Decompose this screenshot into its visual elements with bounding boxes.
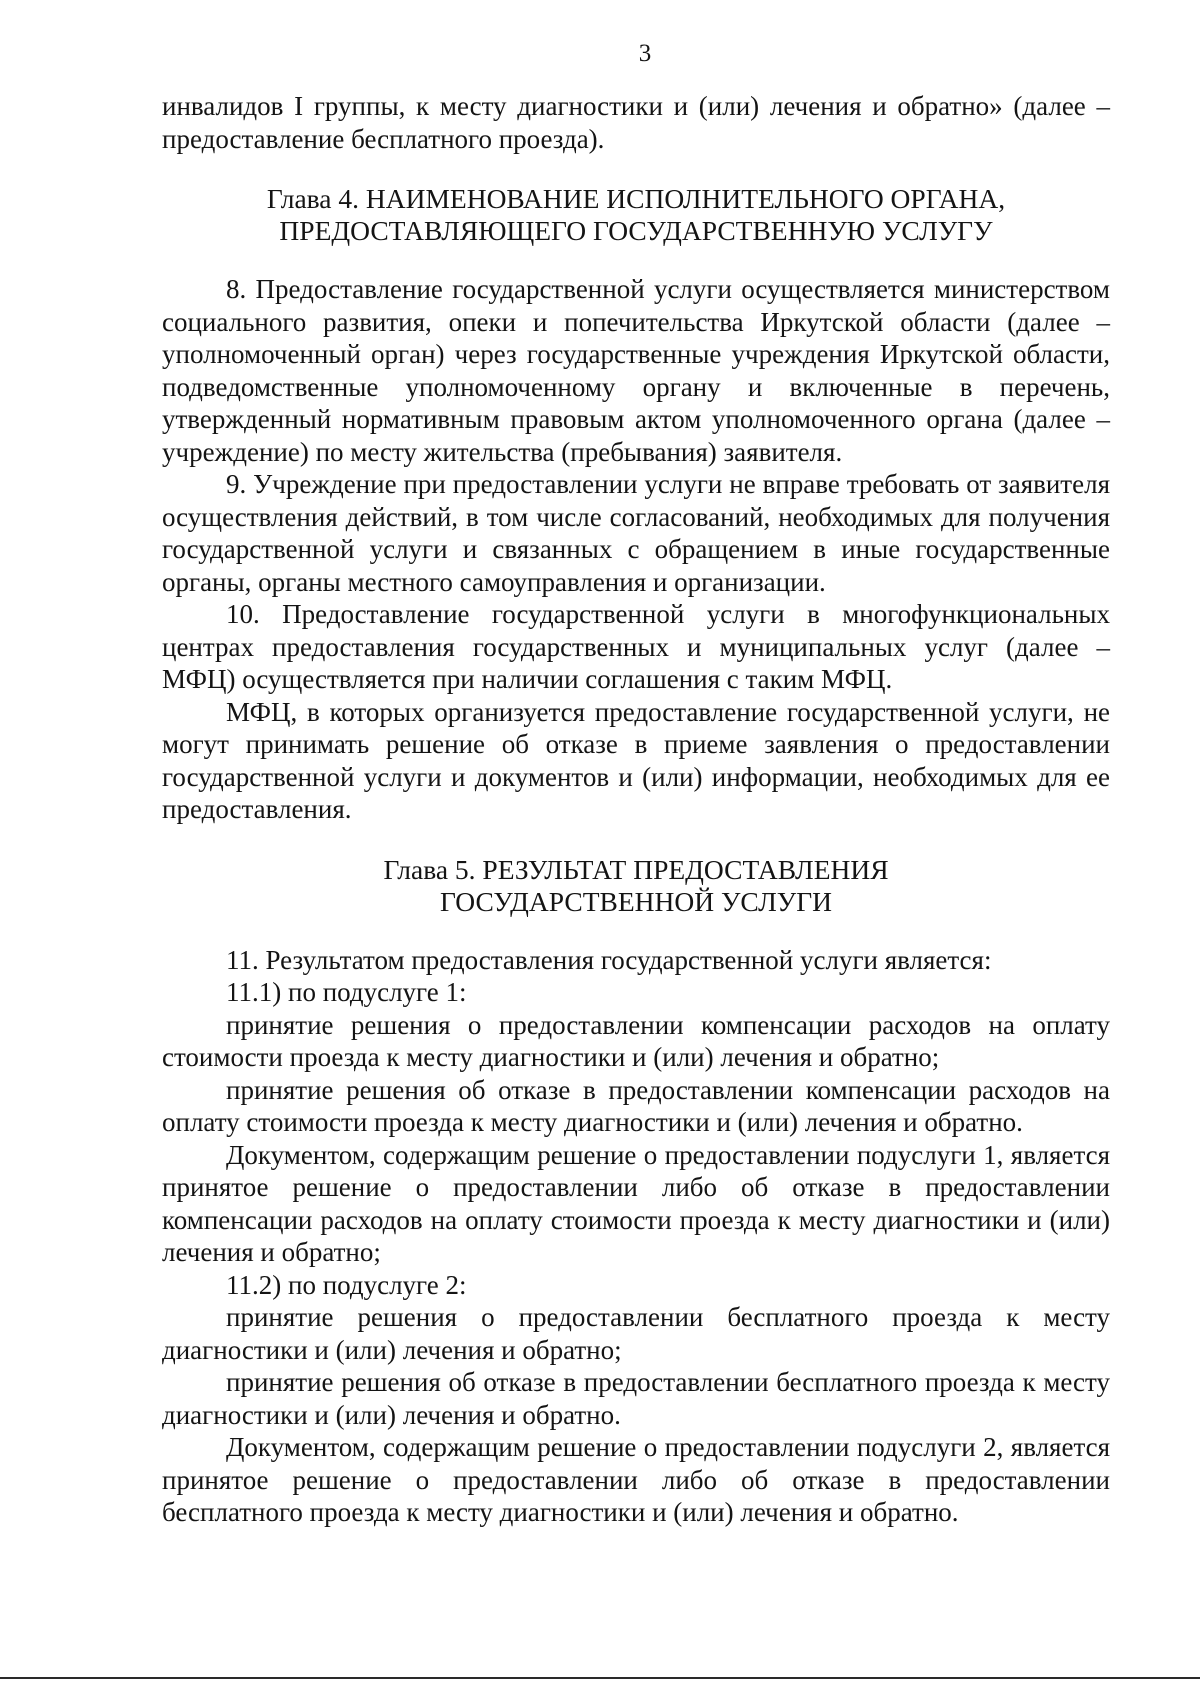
paragraph-11-1: 11.1) по подуслуге 1: (226, 977, 467, 1007)
paragraph-10-mfc: МФЦ, в которых организуется предоставление государственной услуги, не могут принимать решение об отказе в приеме заявления о предоставлении государственной услуги и документов и (или) информации, необходимых для ее предоставления. (162, 696, 1110, 824)
paragraph-11-2-refusal: принятие решения об отказе в предоставлении бесплатного проезда к месту диагностики и (или) лечения и обратно. (162, 1367, 1110, 1430)
chapter-5-title-line-2: ГОСУДАРСТВЕННОЙ УСЛУГИ (440, 885, 832, 917)
paragraph-8: 8. Предоставление государственной услуги осуществляется министерством социального развития, опеки и попечительства Иркутской области (далее – уполномоченный орган) через государственные учреждения Иркутской области, подведомственные уполномоченному органу и включенные в перечень, утвержденный нормативным правовым актом уполномоченного органа (далее – учреждение) по месту жительства (пребывания) заявителя. (162, 274, 1110, 467)
intro-paragraph: инвалидов I группы, к месту диагностики и (или) лечения и обратно» (далее – предоставление бесплатного проезда). (162, 91, 1110, 154)
paragraph-11-2-document: Документом, содержащим решение о предоставлении подуслуги 2, является принятое решение о предоставлении либо об отказе в предоставлении бесплатного проезда к месту диагностики и (или) лечения и обратно. (162, 1432, 1110, 1527)
chapter-5-title-line-1: Глава 5. РЕЗУЛЬТАТ ПРЕДОСТАВЛЕНИЯ (383, 853, 889, 885)
chapter-4-title-line-2: ПРЕДОСТАВЛЯЮЩЕГО ГОСУДАРСТВЕННУЮ УСЛУГУ (279, 215, 993, 246)
paragraph-11-1-refusal: принятие решения об отказе в предоставлении компенсации расходов на оплату стоимости проезда к месту диагностики и (или) лечения и обратно. (162, 1074, 1110, 1137)
paragraph-11: 11. Результатом предоставления государственной услуги является: (226, 944, 992, 975)
paragraph-10: 10. Предоставление государственной услуги в многофункциональных центрах предоставления государственных и муниципальных услуг (далее – МФЦ) осуществляется при наличии соглашения с таким МФЦ. (162, 599, 1110, 694)
paragraph-11-2-approval: принятие решения о предоставлении бесплатного проезда к месту диагностики и (или) лечения и обратно; (162, 1302, 1110, 1365)
scan-edge-line (0, 1677, 1200, 1679)
paragraph-9: 9. Учреждение при предоставлении услуги не вправе требовать от заявителя осуществления действий, в том числе согласований, необходимых для получения государственной услуги и связанных с обращением в иные государственные органы, органы местного самоуправления и организации. (162, 469, 1110, 597)
chapter-4-heading (162, 183, 1110, 247)
document-body (162, 90, 1110, 1529)
chapter-4-title-line-1: Глава 4. НАИМЕНОВАНИЕ ИСПОЛНИТЕЛЬНОГО ОРГАНА, (266, 183, 1006, 214)
page-number: 3 (638, 40, 652, 67)
paragraph-11-1-document: Документом, содержащим решение о предоставлении подуслуги 1, является принятое решение о предоставлении либо об отказе в предоставлении компенсации расходов на оплату стоимости проезда к месту диагностики и (или) лечения и обратно; (162, 1139, 1110, 1267)
paragraph-11-1-approval: принятие решения о предоставлении компенсации расходов на оплату стоимости проезда к месту диагностики и (или) лечения и обратно; (162, 1009, 1110, 1072)
chapter-5-heading (162, 854, 1110, 918)
paragraph-11-2: 11.2) по подуслуге 2: (226, 1269, 467, 1300)
